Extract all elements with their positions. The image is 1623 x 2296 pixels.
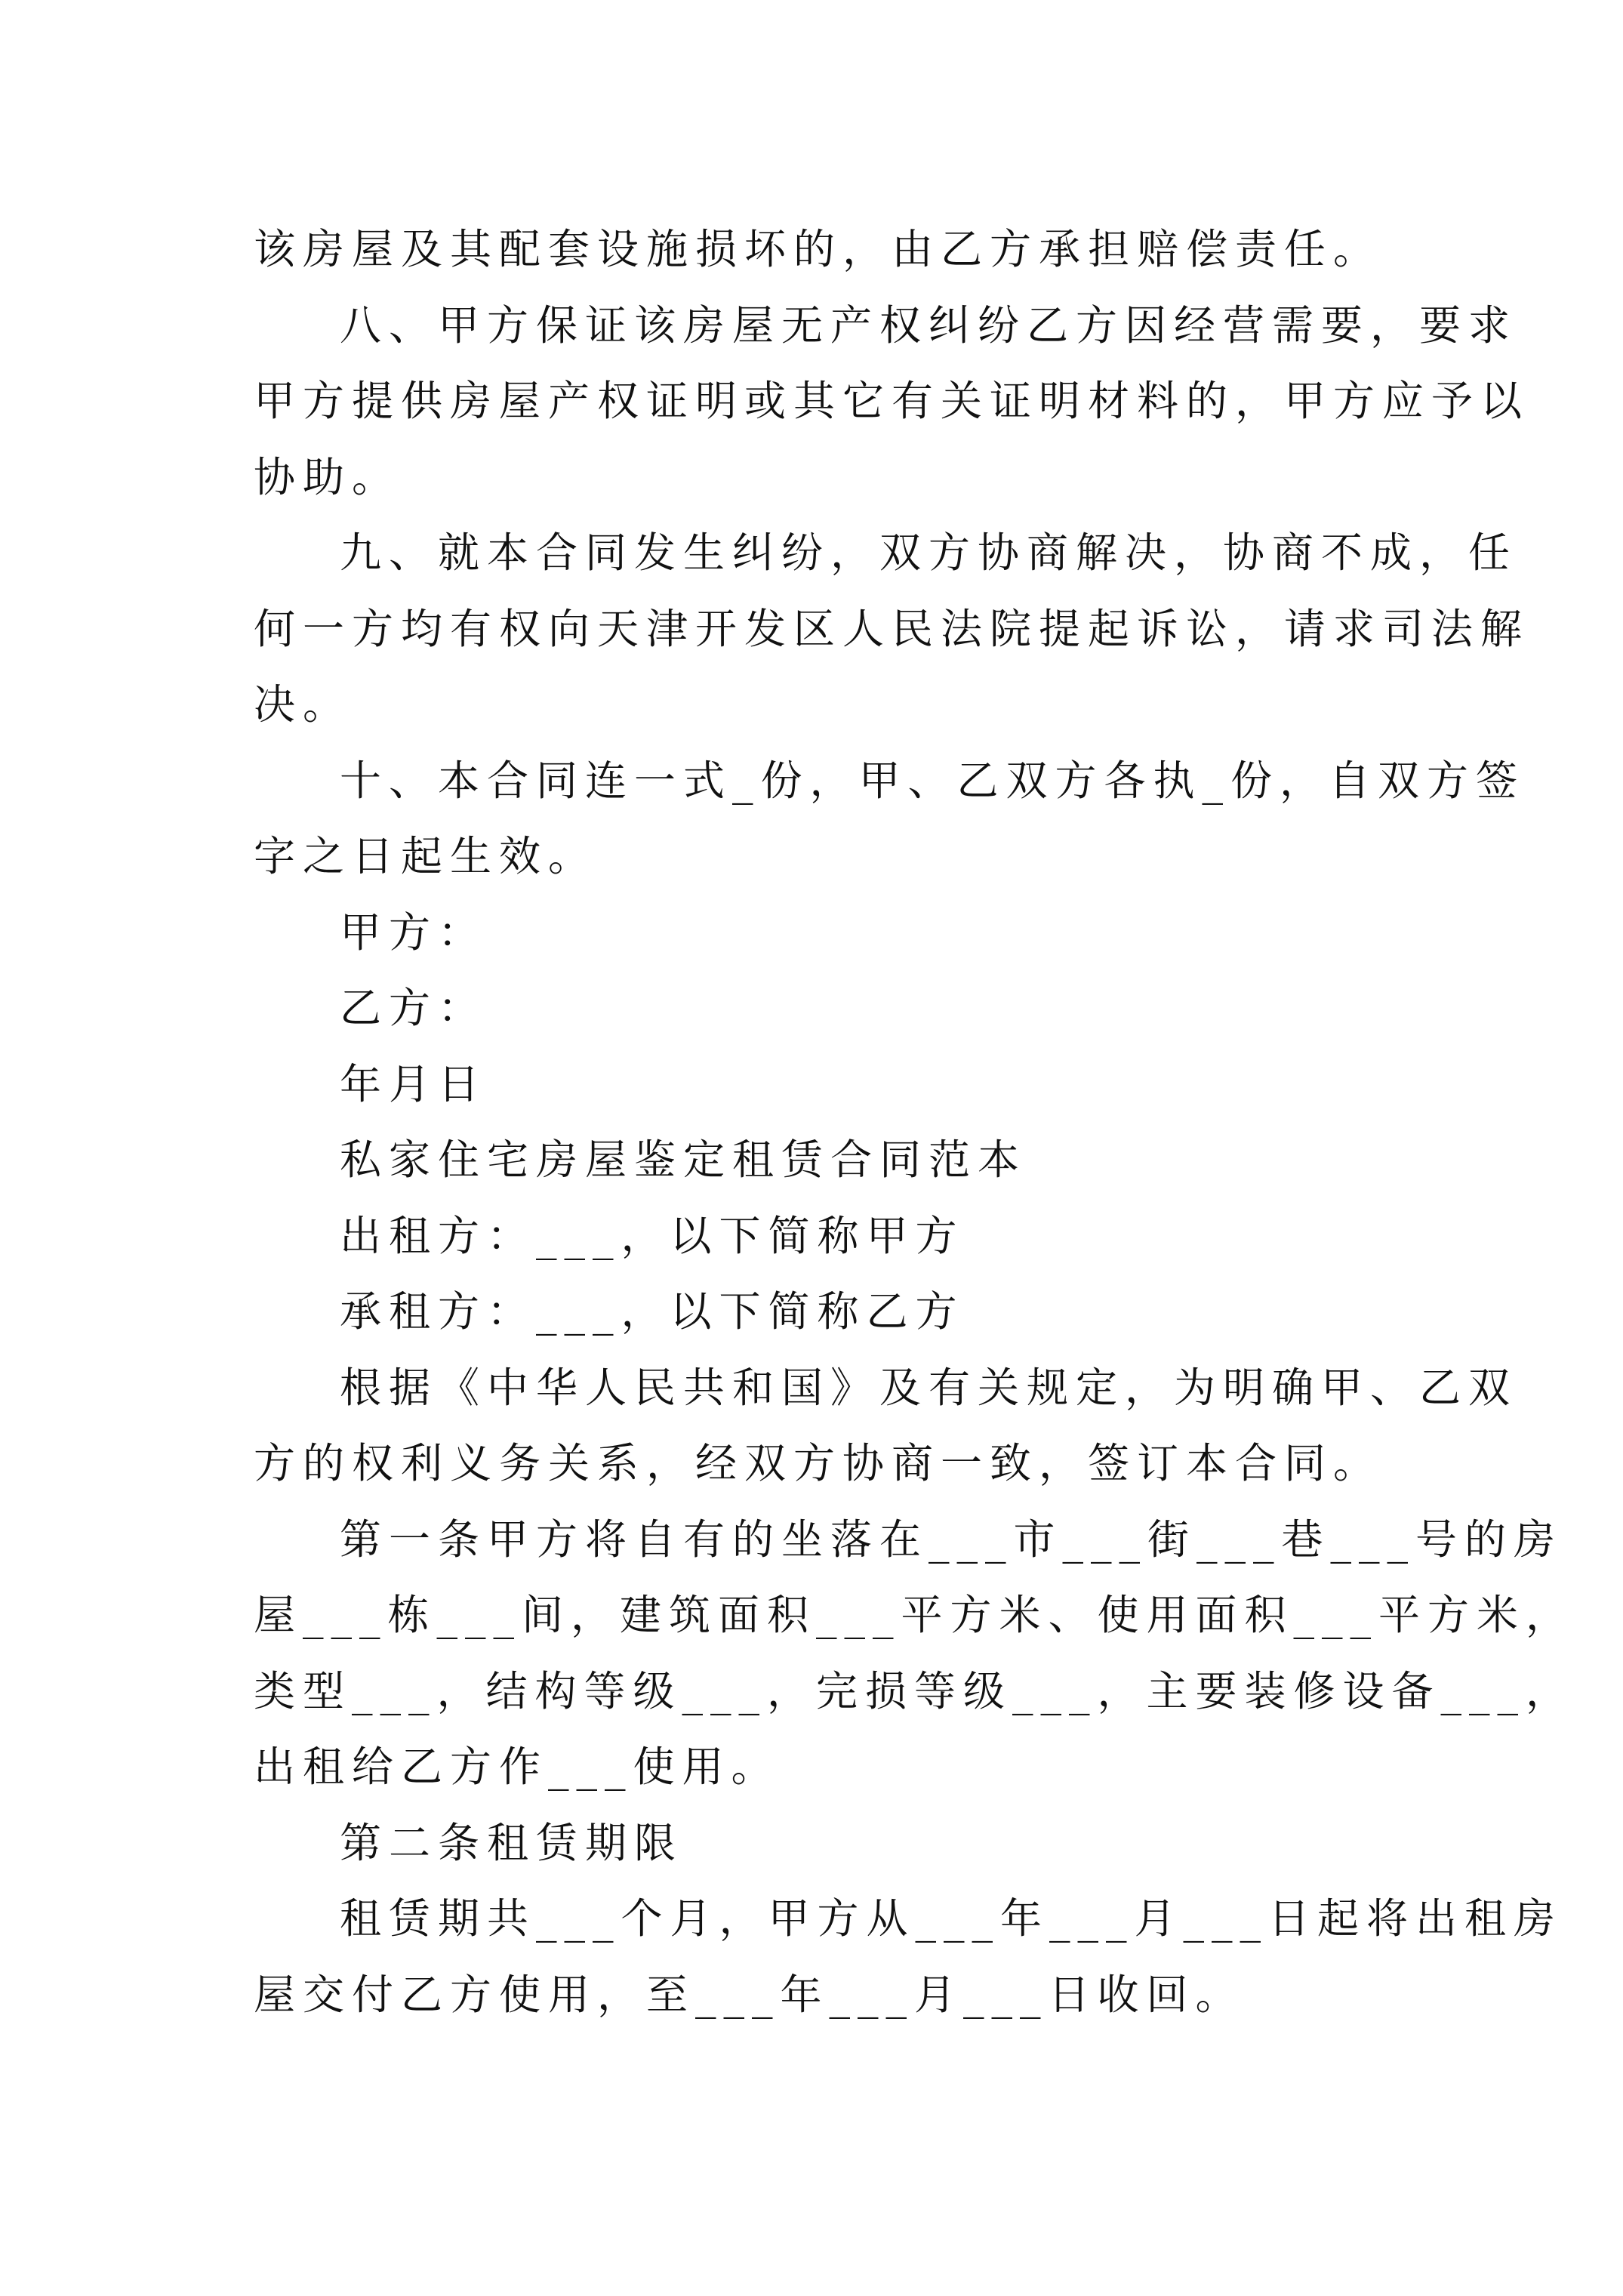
text-line: 屋交付乙方使用，至___年___月___日收回。 [254, 1970, 1245, 2019]
text-line: 该房屋及其配套设施损坏的，由乙方承担赔偿责任。 [254, 225, 1383, 273]
text-line: 出租给乙方作___使用。 [254, 1743, 781, 1791]
clause-eight: 八、甲方保证该房屋无产权纠纷乙方因经营需要，要求 [340, 300, 1518, 350]
article-two-heading: 第二条租赁期限 [340, 1818, 684, 1867]
text-line: 类型___，结构等级___，完损等级___，主要装修设备___， [254, 1666, 1575, 1715]
clause-ten: 十、本合同连一式_份，甲、乙双方各执_份，自双方签 [340, 756, 1526, 805]
lessee-line: 承租方：___，以下简称乙方 [340, 1287, 965, 1336]
article-one: 第一条甲方将自有的坐落在___市___街___巷___号的房 [340, 1515, 1563, 1564]
clause-nine: 九、就本合同发生纠纷，双方协商解决，协商不成，任 [340, 529, 1518, 577]
preamble: 根据《中华人民共和国》及有关规定，为明确甲、乙双 [340, 1363, 1518, 1412]
date-label: 年月日 [340, 1059, 488, 1108]
text-line: 何一方均有权向天津开发区人民法院提起诉讼，请求司法解 [254, 604, 1530, 653]
lease-term: 租赁期共___个月，甲方从___年___月___日起将出租房 [340, 1894, 1563, 1943]
text-line: 字之日起生效。 [254, 832, 598, 880]
contract-body [254, 211, 1575, 2032]
text-line: 决。 [254, 680, 353, 729]
text-line: 协助。 [254, 452, 402, 501]
party-a-signature-label: 甲方： [340, 908, 488, 957]
party-b-signature-label: 乙方： [340, 984, 488, 1032]
text-line: 甲方提供房屋产权证明或其它有关证明材料的，甲方应予以 [254, 377, 1530, 425]
document-title: 私家住宅房屋鉴定租赁合同范本 [340, 1136, 1027, 1184]
text-line: 方的权利义务关系，经双方协商一致，签订本合同。 [254, 1439, 1383, 1487]
lessor-line: 出租方：___，以下简称甲方 [340, 1211, 965, 1260]
text-line: 屋___栋___间，建筑面积___平方米、使用面积___平方米， [254, 1591, 1575, 1639]
